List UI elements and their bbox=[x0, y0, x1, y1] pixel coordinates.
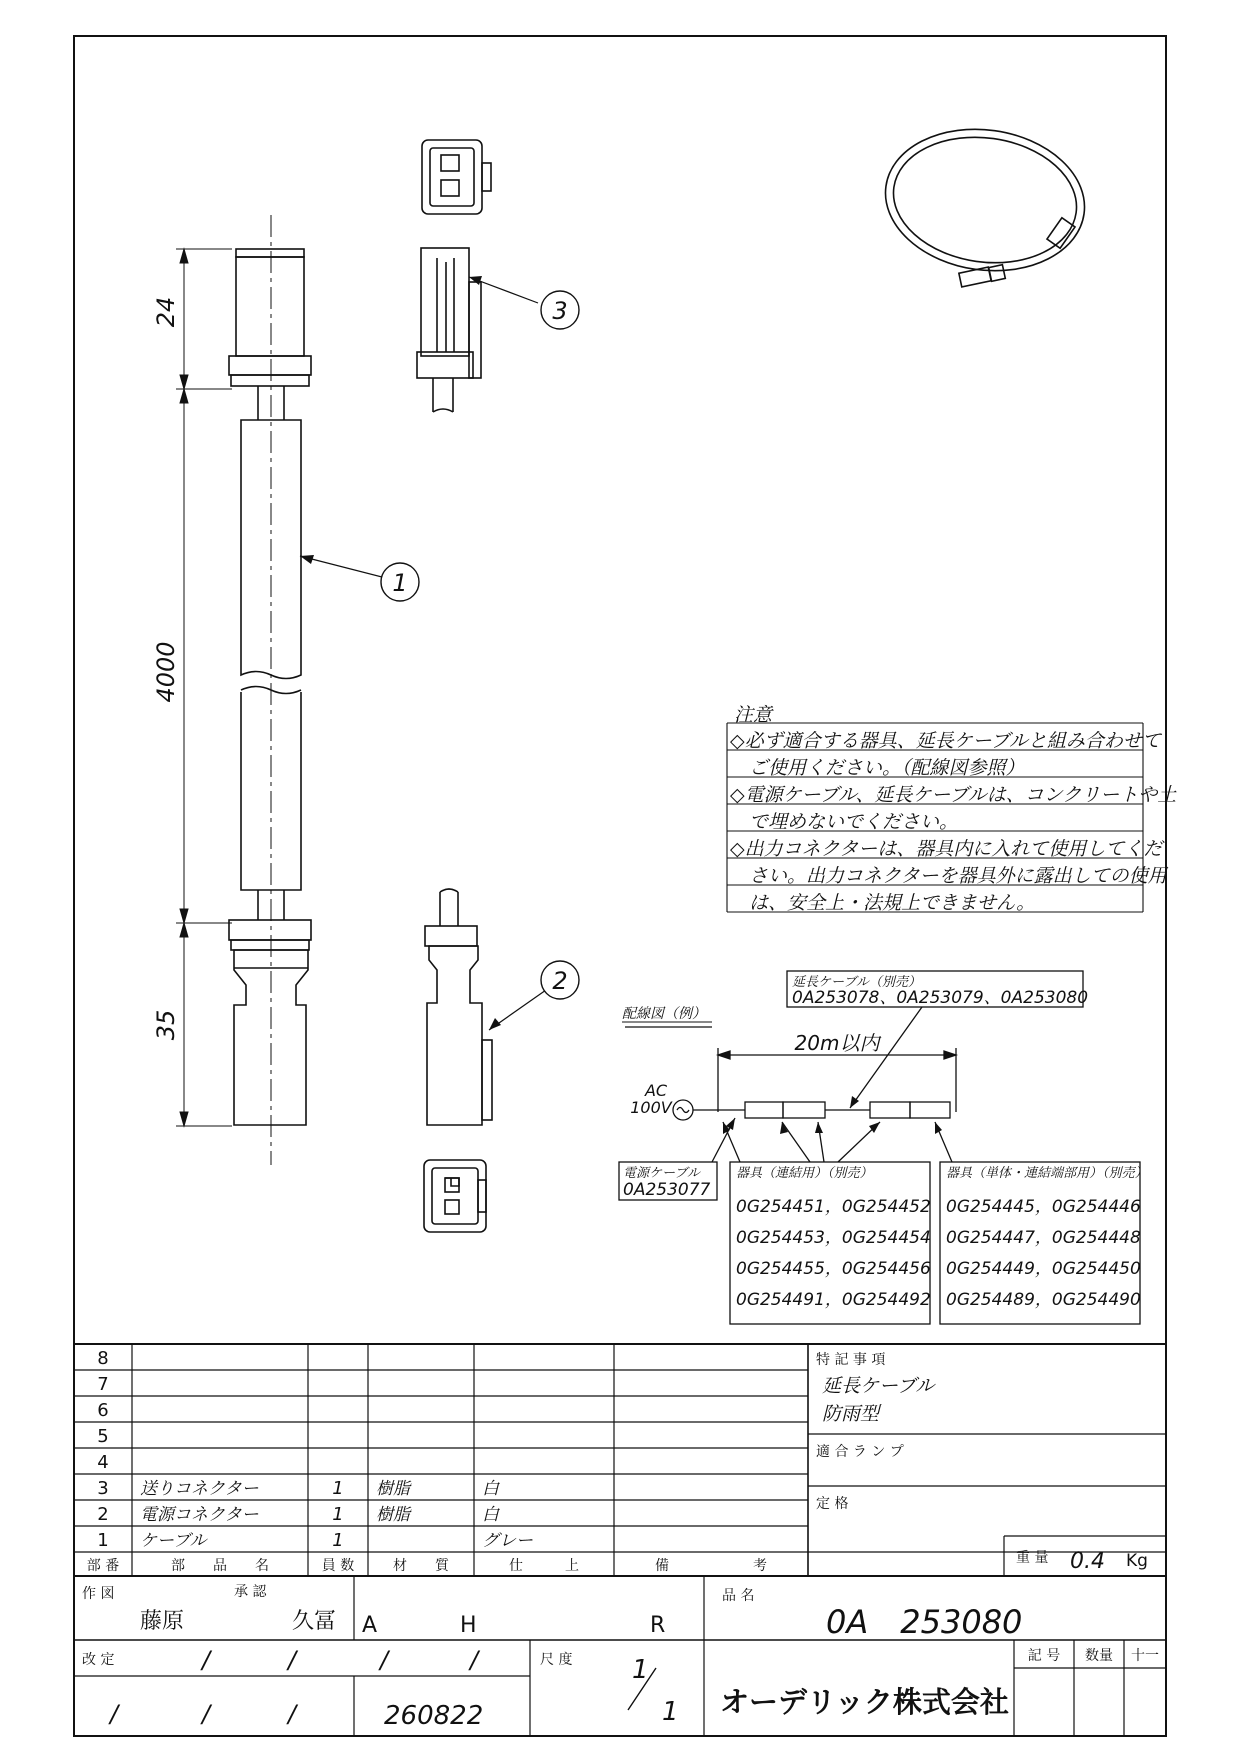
note-line-2: ご使用ください。（配線図参照） bbox=[730, 757, 1025, 779]
power-cable-label: 電源ケーブル bbox=[623, 1166, 700, 1181]
weight-value: 0.4 bbox=[1070, 1549, 1105, 1574]
single-model-3: 0G254449，0G254450 bbox=[946, 1259, 1141, 1279]
balloon-2 bbox=[489, 961, 579, 1030]
revision-label: 改 定 bbox=[82, 1652, 115, 1668]
rating-label: 定 格 bbox=[816, 1496, 849, 1512]
cable-coil-illustration bbox=[876, 117, 1094, 287]
power-cable-model: 0A253077 bbox=[623, 1180, 711, 1200]
single-model-2: 0G254447，0G254448 bbox=[946, 1228, 1141, 1248]
note-line-3: ◇電源ケーブル、延長ケーブルは、コンクリートや土 bbox=[730, 784, 1177, 806]
rev-slash-5: / bbox=[110, 1700, 119, 1728]
link-fixture-title: 器具（連結用）（別売） bbox=[736, 1166, 873, 1181]
ac-label: AC bbox=[644, 1081, 668, 1100]
link-model-1: 0G254451，0G254452 bbox=[736, 1197, 931, 1217]
note-line-7: は、安全上・法規上できません。 bbox=[730, 892, 1036, 914]
svg-text:2: 2 bbox=[552, 967, 568, 995]
code-h: H bbox=[460, 1613, 477, 1638]
revision-date: 260822 bbox=[384, 1701, 484, 1731]
code-a: A bbox=[362, 1613, 378, 1638]
single-model-4: 0G254489，0G254490 bbox=[946, 1290, 1141, 1310]
spec-text bbox=[816, 1351, 1148, 1574]
rev-slash-6: / bbox=[202, 1700, 211, 1728]
header-no: 部 番 bbox=[86, 1558, 120, 1574]
count-label: 数量 bbox=[1085, 1648, 1113, 1664]
link-model-3: 0G254455，0G254456 bbox=[736, 1259, 931, 1279]
rev-slash-7: / bbox=[288, 1700, 297, 1728]
approved-label: 承 認 bbox=[234, 1584, 267, 1600]
part-material-2: 樹脂 bbox=[376, 1505, 410, 1525]
part-qty-2: 1 bbox=[332, 1504, 344, 1525]
special-label: 特 記 事 項 bbox=[816, 1352, 886, 1368]
rev-slash-2: / bbox=[288, 1646, 297, 1674]
drawn-label: 作 図 bbox=[82, 1586, 115, 1602]
cable-side-view bbox=[229, 215, 311, 1165]
row-no-4: 4 bbox=[97, 1452, 109, 1473]
row-no-7: 7 bbox=[97, 1374, 109, 1395]
part-finish-3: 白 bbox=[482, 1479, 499, 1499]
weight-unit: Kg bbox=[1126, 1551, 1148, 1571]
svg-text:1: 1 bbox=[392, 569, 408, 597]
dim-35: 35 bbox=[152, 1009, 180, 1041]
approved-by: 久冨 bbox=[292, 1609, 337, 1634]
scale-denominator: 1 bbox=[662, 1697, 679, 1727]
dim-4000: 4000 bbox=[152, 641, 180, 703]
code-r: R bbox=[650, 1613, 666, 1638]
single-fixture-title: 器具（単体・連結端部用）（別売） bbox=[946, 1166, 1148, 1181]
row-no-6: 6 bbox=[97, 1400, 109, 1421]
notes-title: 注意 bbox=[734, 704, 773, 726]
part-qty-3: 1 bbox=[332, 1478, 344, 1499]
company-name: オーデリック株式会社 bbox=[720, 1685, 1009, 1719]
special-2: 防雨型 bbox=[822, 1403, 880, 1425]
distance-label: 20m以内 bbox=[794, 1031, 880, 1055]
rev-slash-4: / bbox=[470, 1646, 479, 1674]
parts-table-text bbox=[87, 1348, 767, 1574]
rev-slash-1: / bbox=[202, 1646, 211, 1674]
row-no-3: 3 bbox=[97, 1478, 109, 1499]
note-line-1: ◇必ず適合する器具、延長ケーブルと組み合わせて bbox=[730, 730, 1161, 752]
lamp-label: 適 合 ラ ン プ bbox=[816, 1444, 904, 1460]
ext-cable-label: 延長ケーブル（別売） bbox=[792, 975, 921, 990]
wiring-title: 配線図（例） bbox=[622, 1006, 706, 1022]
single-model-1: 0G254445，0G254446 bbox=[946, 1197, 1141, 1217]
row-no-8: 8 bbox=[97, 1348, 109, 1369]
dim-24: 24 bbox=[152, 296, 180, 328]
note-line-6: さい。出力コネクターを器具外に露出しての使用 bbox=[730, 865, 1167, 887]
weight-label: 重 量 bbox=[1016, 1550, 1049, 1566]
product-code: 0A 253080 bbox=[826, 1603, 1023, 1641]
row-no-2: 2 bbox=[97, 1504, 109, 1525]
special-1: 延長ケーブル bbox=[822, 1375, 935, 1397]
ten-one-label: 十一 bbox=[1131, 1648, 1159, 1664]
balloon-3 bbox=[469, 276, 579, 329]
part-qty-1: 1 bbox=[332, 1530, 344, 1551]
link-model-4: 0G254491，0G254492 bbox=[736, 1290, 931, 1310]
header-remarks: 備 考 bbox=[655, 1558, 767, 1574]
drawn-by: 藤原 bbox=[140, 1609, 185, 1634]
parts-table-grid bbox=[74, 1344, 1166, 1576]
dimension-lines bbox=[176, 249, 232, 1126]
header-name: 部 品 名 bbox=[171, 1558, 269, 1574]
voltage-label: 100V bbox=[630, 1098, 672, 1117]
part-name-2: 電源コネクター bbox=[140, 1505, 259, 1525]
note-line-4: で埋めないでください。 bbox=[730, 811, 959, 833]
title-block-text bbox=[82, 1584, 1159, 1731]
header-material: 材 質 bbox=[393, 1558, 449, 1574]
connector-3-views bbox=[417, 140, 491, 412]
part-finish-1: グレー bbox=[482, 1531, 533, 1551]
product-label: 品 名 bbox=[722, 1588, 755, 1604]
part-finish-2: 白 bbox=[482, 1505, 499, 1525]
part-material-3: 樹脂 bbox=[376, 1479, 410, 1499]
header-qty: 員 数 bbox=[321, 1558, 355, 1574]
ext-cable-models: 0A253078、0A253079、0A253080 bbox=[792, 988, 1089, 1008]
connector-2-views bbox=[424, 889, 492, 1232]
note-line-5: ◇出力コネクターは、器具内に入れて使用してくだ bbox=[730, 838, 1163, 860]
part-name-1: ケーブル bbox=[140, 1531, 207, 1551]
scale-numerator: 1 bbox=[632, 1655, 649, 1685]
balloon-1 bbox=[300, 555, 419, 601]
link-model-2: 0G254453，0G254454 bbox=[736, 1228, 931, 1248]
header-finish: 仕 上 bbox=[509, 1558, 579, 1574]
scale-label: 尺 度 bbox=[540, 1652, 573, 1668]
part-name-3: 送りコネクター bbox=[140, 1479, 259, 1499]
svg-text:3: 3 bbox=[552, 297, 568, 325]
symbol-label: 記 号 bbox=[1027, 1648, 1061, 1664]
row-no-5: 5 bbox=[97, 1426, 109, 1447]
row-no-1: 1 bbox=[97, 1530, 109, 1551]
rev-slash-3: / bbox=[380, 1646, 389, 1674]
